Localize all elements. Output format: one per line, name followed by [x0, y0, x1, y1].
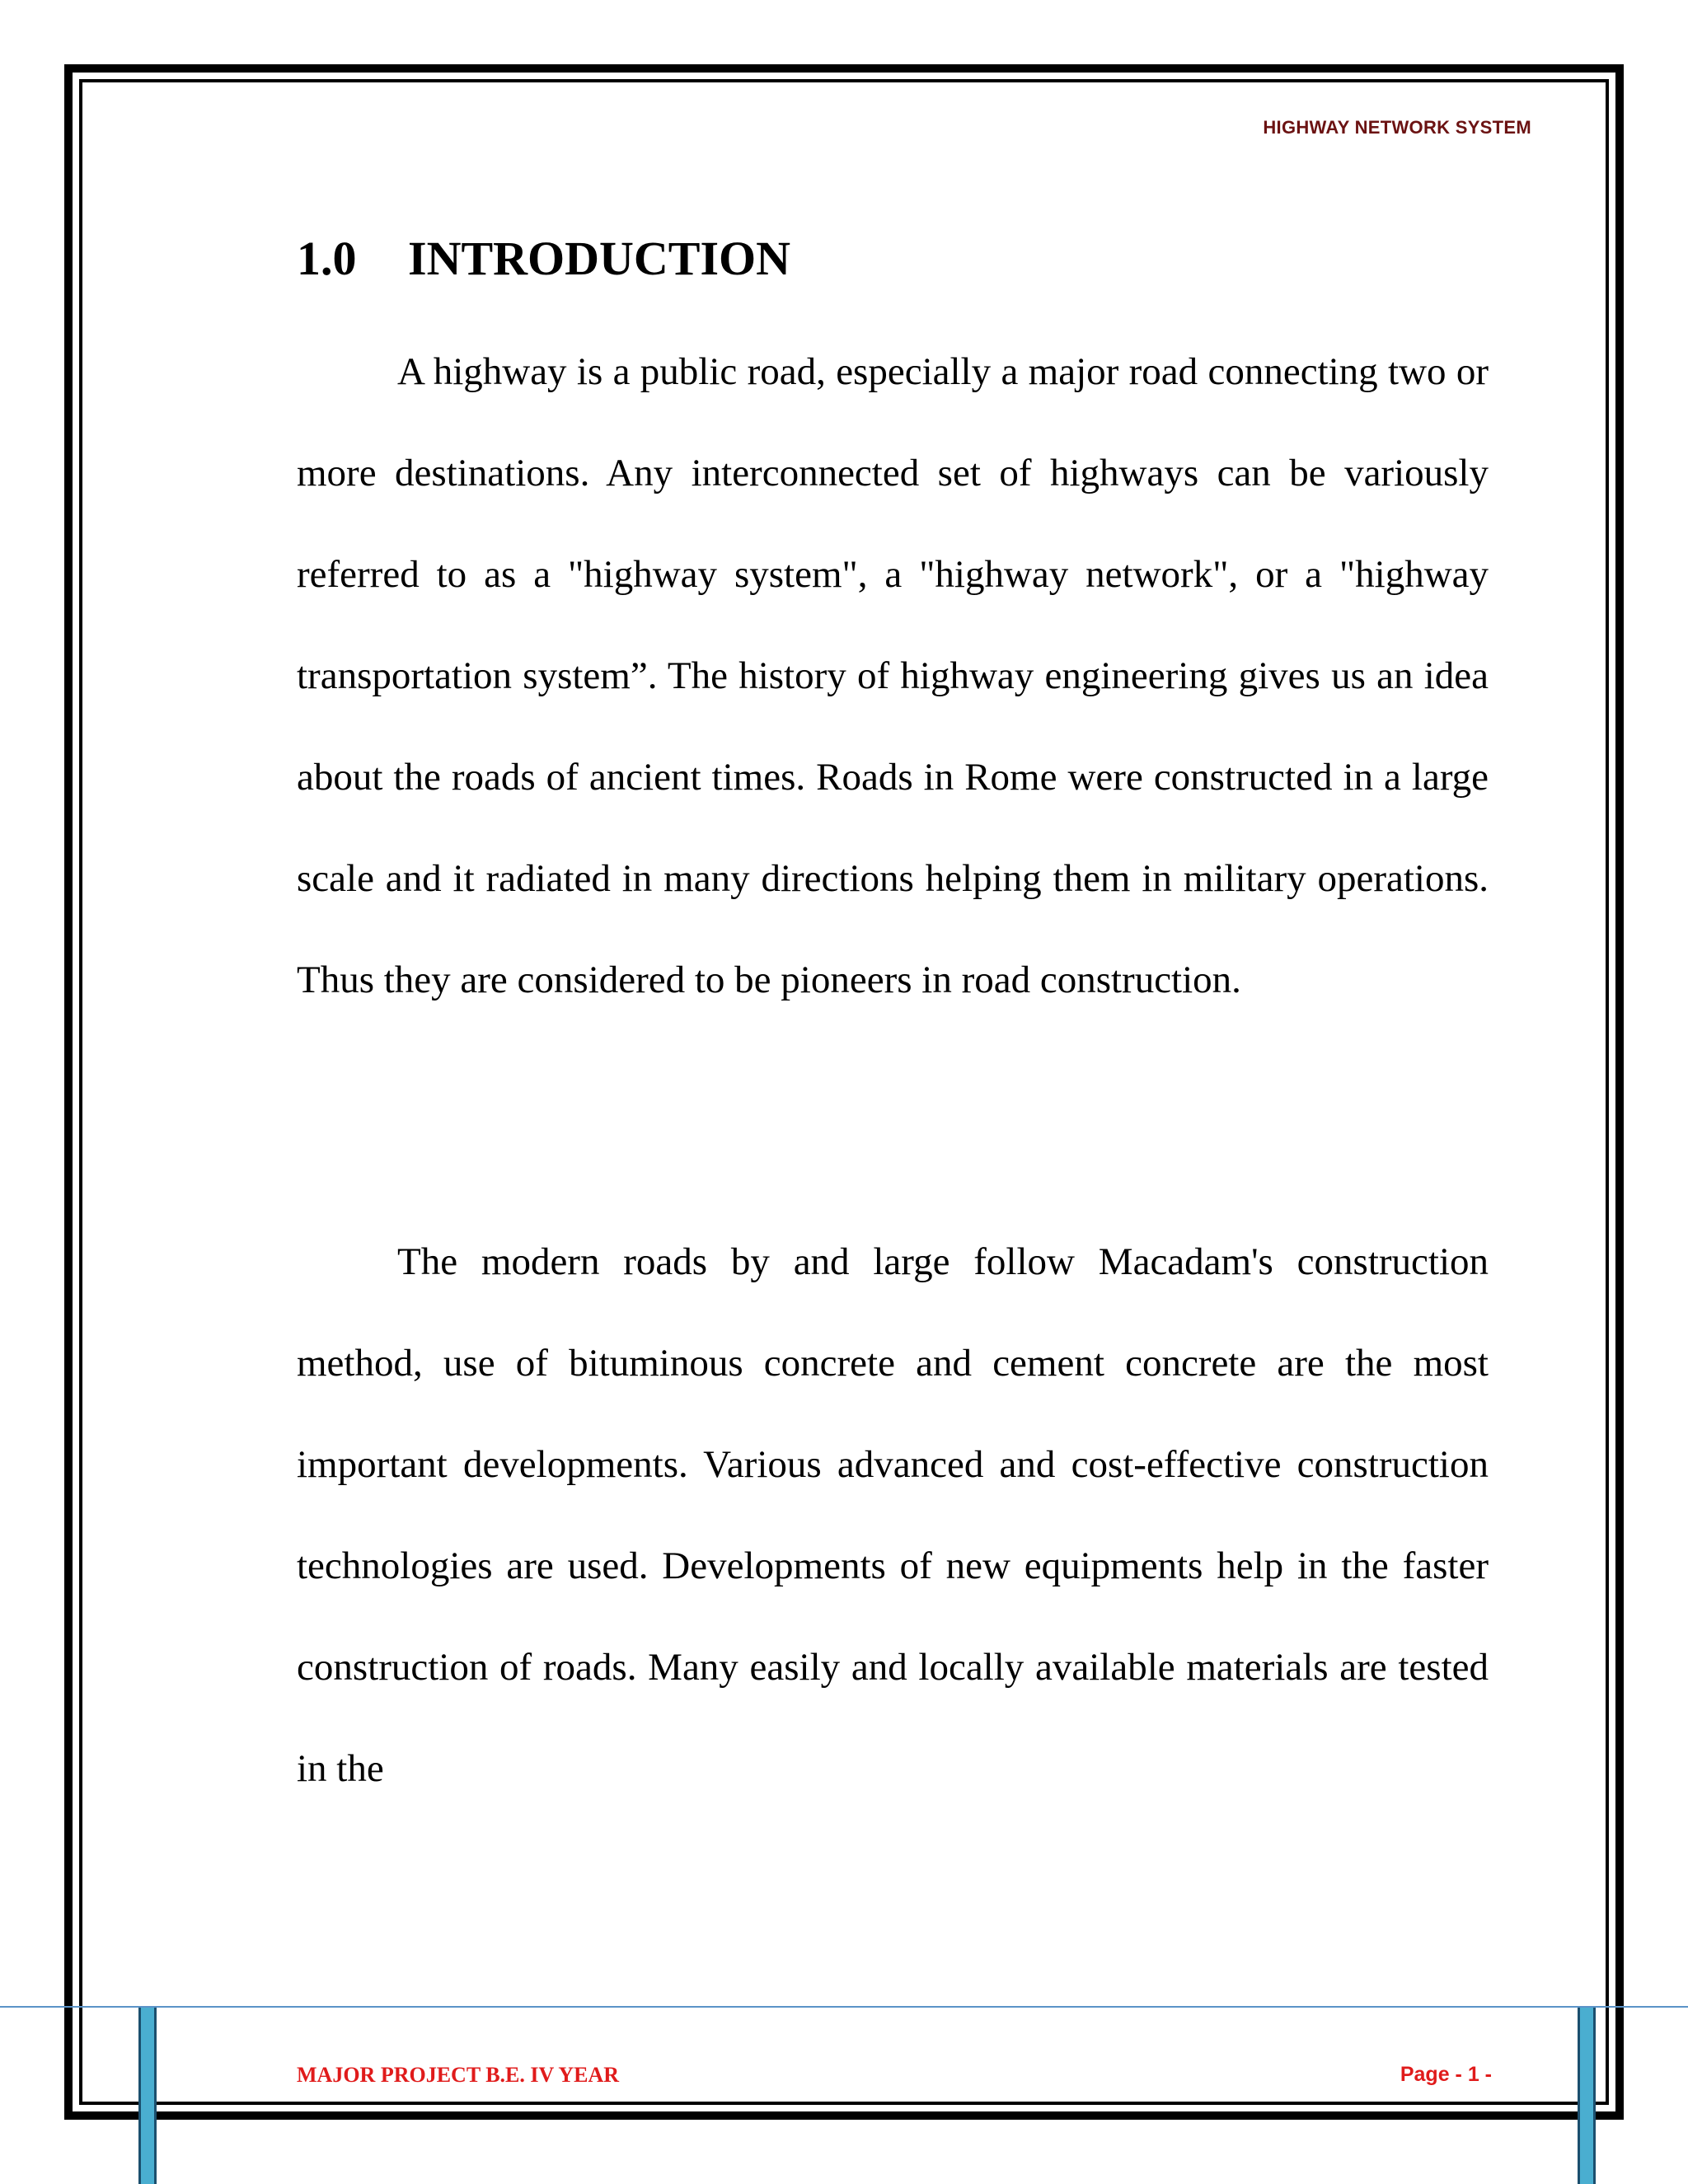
section-heading: [297, 231, 790, 286]
body-paragraph-1: [297, 321, 1489, 1031]
footer-post-left: [138, 2008, 157, 2184]
footer-rule: [0, 2006, 1688, 2008]
footer-post-right: [1578, 2008, 1596, 2184]
section-number: 1.0: [297, 232, 357, 285]
body-paragraph-2: [297, 1212, 1489, 1820]
page-number: Page - 1 -: [1400, 2063, 1492, 2086]
footer-project-label: MAJOR PROJECT B.E. IV YEAR: [297, 2063, 620, 2087]
paragraph-text: A highway is a public road, especially a major road connecting two or more destinations. Any interconnected set of highways can be variously referred to as a "highway system", a "highway network", or a "highway transportation system”. The history of highway engineering gives us an idea about the roads of ancient times. Roads in Rome were constructed in a large scale and it radiated in many directions helping them in military operations. Thus they are considered to be pioneers in road construction.: [297, 350, 1489, 1001]
running-header: HIGHWAY NETWORK SYSTEM: [1263, 117, 1531, 138]
paragraph-text: The modern roads by and large follow Macadam's construction method, use of bituminous concrete and cement concrete are the most important developments. Various advanced and cost-effective construction technologies are used. Developments of new equipments help in the faster construction of roads. Many easily and locally available materials are tested in the: [297, 1240, 1489, 1790]
section-title: INTRODUCTION: [408, 232, 791, 285]
